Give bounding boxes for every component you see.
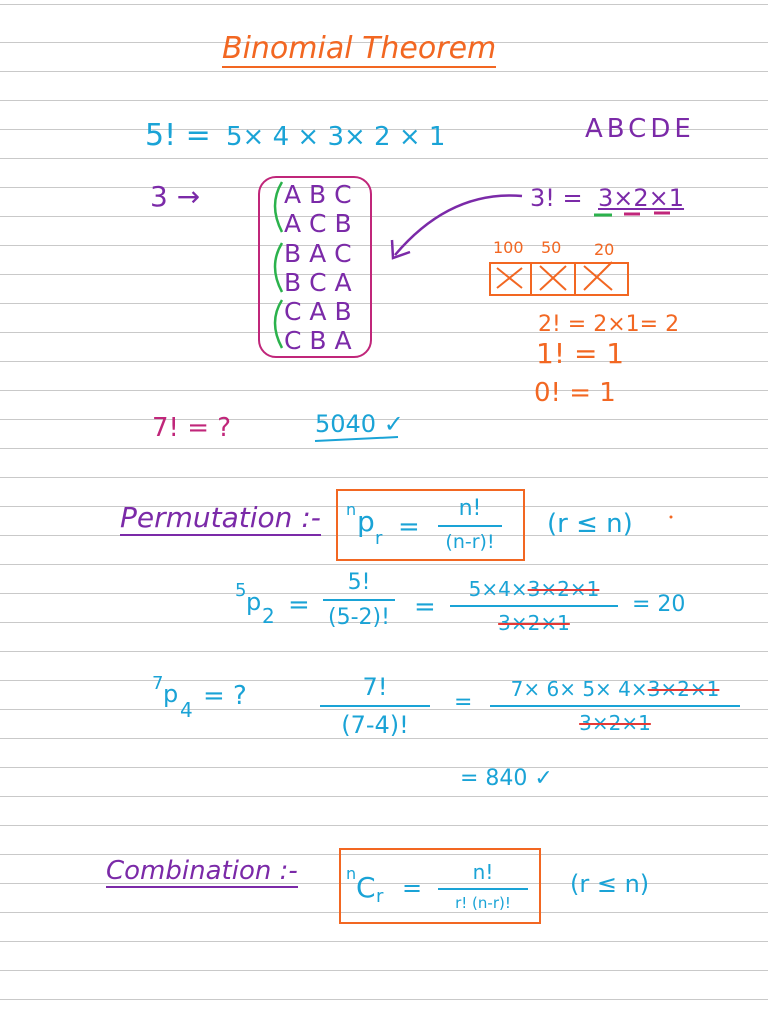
green-bracket (275, 243, 282, 292)
ex2-lhs-sup: 7 (152, 673, 164, 694)
letters-abcde: ABCDE (585, 114, 695, 144)
ex1-lhs-sub: 2 (262, 604, 275, 628)
stray-dot (670, 516, 673, 519)
ex1-lhs-main: p (246, 588, 262, 616)
green-bracket (275, 182, 282, 232)
perm-numerator: n! (458, 496, 482, 521)
perm-lhs-main: p (357, 505, 375, 538)
perm-lhs-sub: r (375, 528, 383, 549)
arrangement-row: C B A (284, 326, 352, 355)
ex1-eq2: = (414, 592, 436, 622)
ex2-eq2: = (454, 690, 473, 715)
ex2-denominator-1: (7-4)! (341, 711, 409, 739)
ex1-denominator-cancelled: 3×2×1 (498, 611, 570, 635)
arrangement-row: B C A (284, 268, 352, 297)
count-three-arrow: 3 → (150, 180, 201, 213)
permutation-heading: Permutation :- (120, 501, 321, 534)
comb-lhs-sub: r (376, 886, 384, 907)
comb-numerator: n! (472, 860, 494, 884)
comb-eq: = (402, 874, 423, 902)
page-title: Binomial Theorem (222, 31, 497, 66)
ex2-numerator-kept: 7× 6× 5× 4× (510, 677, 648, 701)
ex1-result: = 20 (632, 592, 686, 617)
arrangement-row: A C B (284, 209, 352, 238)
slot-label: 20 (594, 240, 615, 259)
ex1-denominator-1: (5-2)! (328, 605, 390, 630)
three-factorial-rhs: 3×2×1 (598, 184, 685, 212)
arrangement-row: C A B (284, 297, 352, 326)
two-factorial: 2! = 2×1= 2 (538, 312, 680, 337)
seven-factorial-question: 7! = ? (152, 413, 232, 443)
green-bracket (275, 300, 282, 348)
one-factorial: 1! = 1 (536, 337, 625, 370)
ex1-numerator-1: 5! (347, 570, 371, 595)
ex2-numerator-cancelled: 3×2×1 (647, 677, 720, 701)
comb-condition: (r ≤ n) (570, 870, 650, 898)
slot-label: 50 (541, 238, 562, 257)
seven-factorial-answer: 5040 ✓ (315, 410, 404, 438)
ex1-numerator-kept: 5×4× (468, 577, 528, 601)
five-factorial-rhs: 5× 4 × 3× 2 × 1 (226, 122, 446, 152)
ex2-lhs-question: = ? (203, 681, 247, 711)
arrangement-row: A B C (284, 180, 352, 209)
ex1-lhs-sup: 5 (235, 580, 247, 601)
ex2-lhs-sub: 4 (180, 698, 193, 722)
three-factorial-lhs: 3! = (530, 184, 583, 212)
perm-eq: = (398, 512, 420, 542)
ex2-lhs-main: p (163, 680, 179, 708)
ex2-numerator-1: 7! (362, 673, 388, 701)
comb-lhs-sup: n (346, 864, 357, 883)
ex2-result: = 840 ✓ (460, 766, 553, 791)
perm-condition: (r ≤ n) (547, 509, 633, 539)
arrangement-row: B A C (284, 239, 352, 268)
slot-x-mark (540, 266, 566, 290)
perm-denominator: (n-r)! (445, 531, 495, 553)
ex1-eq1: = (288, 590, 310, 620)
ex1-numerator-cancelled: 3×2×1 (527, 577, 600, 601)
answer-underline (315, 437, 398, 441)
five-factorial-lhs: 5! = (145, 118, 211, 153)
ex2-denominator-cancelled: 3×2×1 (579, 711, 651, 735)
purple-curved-arrow (395, 195, 522, 255)
combination-heading: Combination :- (106, 856, 298, 886)
comb-lhs-main: C (356, 871, 376, 904)
perm-lhs-sup: n (346, 500, 357, 519)
slot-x-mark (497, 268, 522, 288)
comb-denominator: r! (n-r)! (455, 894, 511, 912)
zero-factorial: 0! = 1 (534, 378, 616, 408)
slot-label: 100 (493, 238, 524, 257)
slot-x-mark (584, 262, 612, 290)
